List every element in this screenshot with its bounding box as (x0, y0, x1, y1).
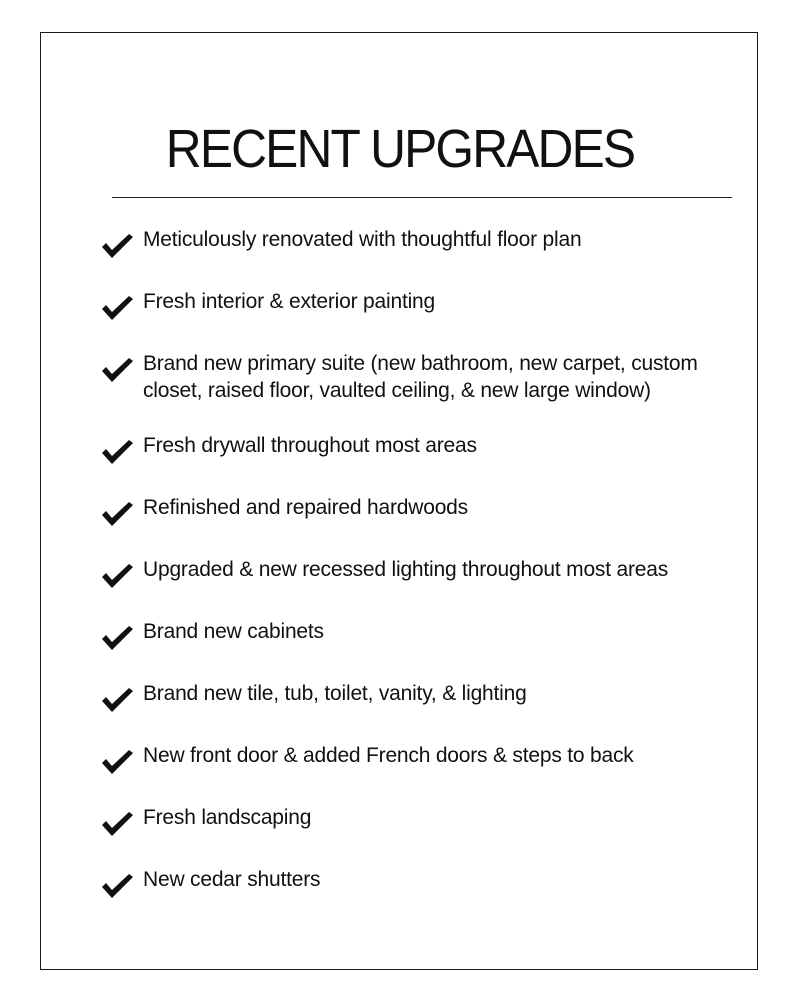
list-item (100, 556, 720, 590)
check-icon (100, 748, 134, 776)
list-item-text: Brand new primary suite (new bathroom, new carpet, custom closet, raised floor, vaulted ceiling, & new large window) (143, 352, 698, 402)
list-item (100, 680, 720, 714)
list-item (100, 494, 720, 528)
list-item-text: Fresh drywall throughout most areas (143, 434, 477, 457)
check-icon (100, 294, 134, 322)
title-divider (112, 197, 732, 198)
check-icon (100, 872, 134, 900)
list-item-text: Meticulously renovated with thoughtful floor plan (143, 228, 582, 251)
list-item-text: New front door & added French doors & steps to back (143, 744, 634, 767)
list-item (100, 618, 720, 652)
upgrades-list (100, 226, 720, 900)
list-item (100, 350, 720, 404)
list-item (100, 804, 720, 838)
list-item-text: Refinished and repaired hardwoods (143, 496, 468, 519)
check-icon (100, 624, 134, 652)
list-item (100, 742, 720, 776)
list-item (100, 226, 720, 260)
check-icon (100, 810, 134, 838)
check-icon (100, 686, 134, 714)
list-item (100, 866, 720, 900)
list-item (100, 432, 720, 466)
list-item-text: Upgraded & new recessed lighting throughout most areas (143, 558, 669, 581)
check-icon (100, 232, 134, 260)
check-icon (100, 562, 134, 590)
list-item-text: Brand new cabinets (143, 620, 324, 643)
list-item-text: New cedar shutters (143, 868, 321, 891)
check-icon (100, 438, 134, 466)
list-item-text: Brand new tile, tub, toilet, vanity, & lighting (143, 682, 527, 705)
list-item-text: Fresh interior & exterior painting (143, 290, 435, 313)
list-item-text: Fresh landscaping (143, 806, 312, 829)
check-icon (100, 356, 134, 384)
list-item (100, 288, 720, 322)
check-icon (100, 500, 134, 528)
page-title: RECENT UPGRADES (165, 119, 635, 179)
